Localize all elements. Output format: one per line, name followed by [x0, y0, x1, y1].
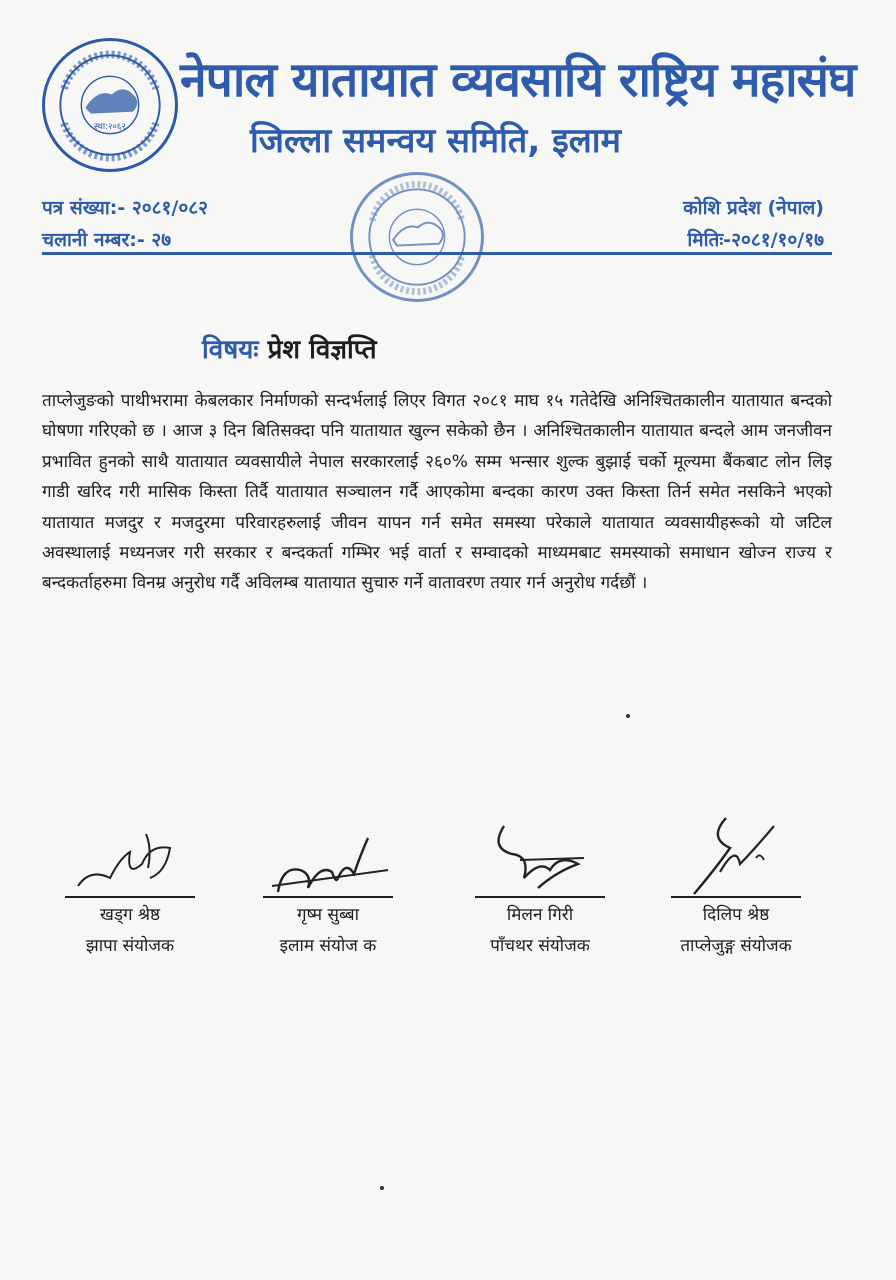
signatory-1: [50, 808, 210, 956]
letter-number: पत्र संख्या:- २०८१/०८२: [42, 197, 208, 219]
signature-icon: [248, 808, 408, 896]
signature-line: [671, 896, 801, 898]
signatory-4: [656, 808, 816, 956]
signature-line: [65, 896, 195, 898]
letter-date: मितिः-२०८१/१०/१७: [687, 229, 824, 251]
signatory-role: इलाम संयोज क: [279, 936, 377, 956]
signature-icon: [50, 808, 210, 896]
province: कोशि प्रदेश (नेपाल): [683, 197, 824, 219]
organization-seal: [42, 38, 178, 172]
signature-icon: [656, 808, 816, 896]
signatory-name: खड्ग श्रेष्ठ: [99, 905, 161, 925]
paper-speck: [380, 1186, 384, 1190]
signatory-role: झापा संयोजक: [85, 936, 175, 956]
svg-text:स्था:२०६२: स्था:२०६२: [94, 121, 126, 132]
signatory-3: [460, 808, 620, 956]
signature-line: [263, 896, 393, 898]
signatory-role: ताप्लेजुङ्ग संयोजक: [680, 936, 792, 956]
subject-label: विषयः: [202, 335, 259, 365]
signatory-name: मिलन गिरी: [506, 905, 574, 925]
subject-text: प्रेश विज्ञप्ति: [267, 335, 377, 365]
organization-name: नेपाल यातायात व्यवसायि राष्ट्रिय महासंघ: [180, 52, 856, 108]
committee-name: जिल्ला समन्वय समिति, इलाम: [250, 121, 621, 161]
dispatch-number: चलानी नम्बर:- २७: [42, 229, 172, 251]
signature-line: [475, 896, 605, 898]
signatory-2: [248, 808, 408, 956]
stamp-icon: [350, 172, 484, 302]
signatory-role: पाँचथर संयोजक: [490, 936, 590, 956]
paper-speck: [626, 714, 630, 718]
header-divider: [42, 252, 832, 255]
signature-icon: [460, 808, 620, 896]
press-release-body: ताप्लेजुङको पाथीभरामा केबलकार निर्माणको सन्दर्भलाई लिएर विगत २०८१ माघ १५ गतेदेखि अनिश्चितकालीन यातायात बन्दको घोषणा गरिएको छ । आज ३ दिन बितिसक्दा पनि यातायात खुल्न सकेको छैन । अनिश्चितकालीन यातायात बन्दले आम जनजीवन प्रभावित हुनको साथै यातायात व्यवसायीले नेपाल सरकारलाई २६०% सम्म भन्सार शुल्क बुझाई चर्को मूल्यमा बैंकबाट लोन लिइ गाडी खरिद गरी मासिक किस्ता तिर्दै यातायात सञ्चालन गर्दै आएकोमा बन्दका कारण उक्त किस्ता तिर्न समेत नसकिने भएको यातायात मजदुर र मजदुरमा परिवारहरुलाई जीवन यापन गर्न समेत समस्या परेकाले यातायात व्यवसायीहरूको यो जटिल अवस्थालाई मध्यनजर गरी सरकार र बन्दकर्ता गम्भिर भई वार्ता र सम्वादको माध्यमबाट समस्याको समाधान खोज्न राज्य र बन्दकर्ताहरुमा विनम्र अनुरोध गर्दै अविलम्ब यातायात सुचारु गर्ने वातावरण तयार गर्न अनुरोध गर्दछौं ।: [42, 391, 832, 594]
subject-line: [202, 330, 377, 366]
signatory-name: गृष्म सुब्बा: [296, 905, 360, 925]
signatory-name: दिलिप श्रेष्ठ: [702, 905, 770, 925]
